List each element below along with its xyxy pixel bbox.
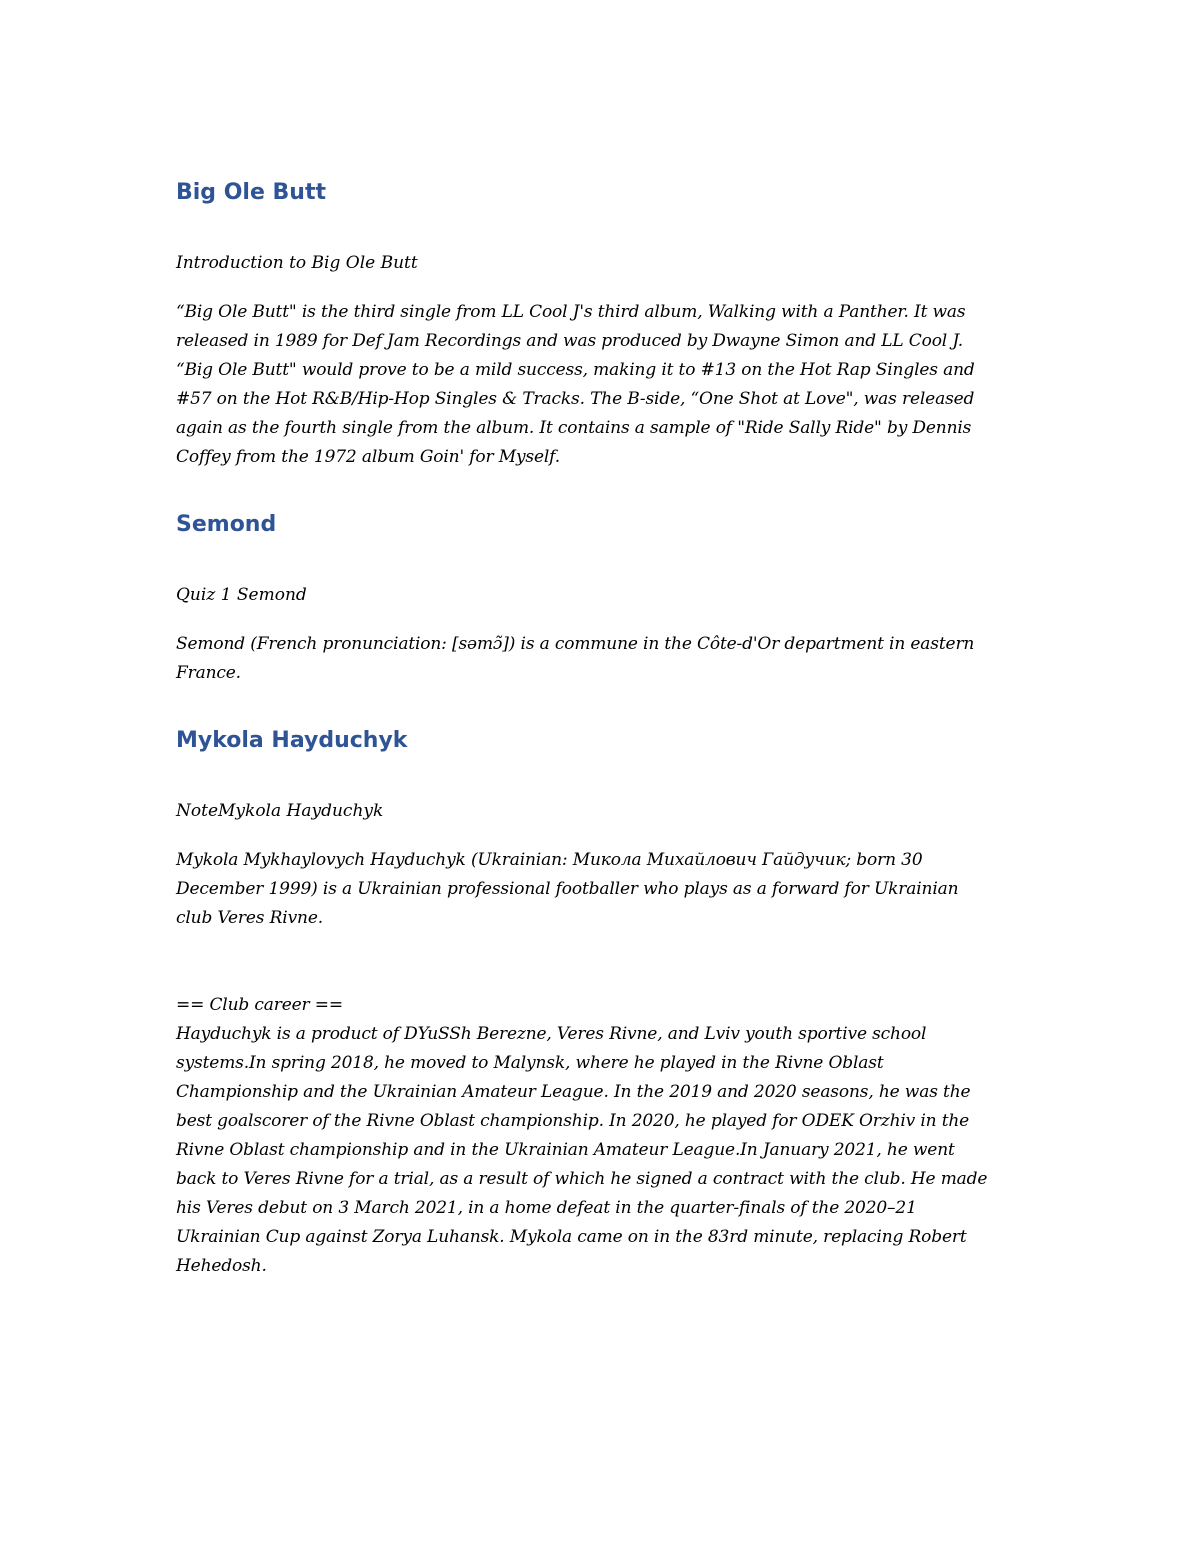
text-line: Mykola Mykhaylovych Hayduchyk (Ukrainian: Микола Михайлович Гайдучик; born 30	[176, 850, 923, 870]
text-line: Rivne Oblast championship and in the Ukrainian Amateur League.In January 2021, he went	[176, 1140, 955, 1160]
text-line: released in 1989 for Def Jam Recordings and was produced by Dwayne Simon and LL Cool J.	[176, 331, 963, 351]
text-line: “Big Ole Butt" is the third single from LL Cool J's third album, Walking with a Panther. It was	[176, 302, 966, 322]
text-line: Hehedosh.	[176, 1256, 267, 1276]
text-line: “Big Ole Butt" would prove to be a mild success, making it to #13 on the Hot Rap Singles and	[176, 360, 975, 380]
text-line: == Club career ==	[176, 995, 343, 1015]
text-line: #57 on the Hot R&B/Hip-Hop Singles & Tracks. The B-side, “One Shot at Love", was released	[176, 389, 975, 409]
text-line: Ukrainian Cup against Zorya Luhansk. Mykola came on in the 83rd minute, replacing Robert	[176, 1227, 967, 1247]
paragraph-big-ole-butt	[176, 298, 1026, 472]
text-line: again as the fourth single from the album. It contains a sample of "Ride Sally Ride" by Dennis	[176, 418, 972, 438]
text-line: France.	[176, 663, 241, 683]
text-line: Hayduchyk is a product of DYuSSh Berezne, Veres Rivne, and Lviv youth sportive school	[176, 1024, 927, 1044]
subtitle-introduction: Introduction to Big Ole Butt	[176, 253, 418, 273]
heading-big-ole-butt: Big Ole Butt	[176, 180, 327, 205]
subtitle-quiz: Quiz 1 Semond	[176, 585, 307, 605]
text-line: back to Veres Rivne for a trial, as a result of which he signed a contract with the club. He made	[176, 1169, 988, 1189]
paragraph-mykola-intro	[176, 846, 1026, 933]
subtitle-note: NoteMykola Hayduchyk	[176, 801, 384, 821]
heading-mykola-hayduchyk: Mykola Hayduchyk	[176, 728, 408, 753]
text-line: his Veres debut on 3 March 2021, in a home defeat in the quarter-finals of the 2020–21	[176, 1198, 917, 1218]
text-line: best goalscorer of the Rivne Oblast championship. In 2020, he played for ODEK Orzhiv in the	[176, 1111, 970, 1131]
paragraph-semond	[176, 630, 1026, 688]
heading-semond: Semond	[176, 512, 277, 537]
text-line: December 1999) is a Ukrainian professional footballer who plays as a forward for Ukrainian	[176, 879, 959, 899]
text-line: Championship and the Ukrainian Amateur League. In the 2019 and 2020 seasons, he was the	[176, 1082, 971, 1102]
paragraph-club-career	[176, 991, 1026, 1281]
text-line: club Veres Rivne.	[176, 908, 323, 928]
text-line: Coffey from the 1972 album Goin' for Myself.	[176, 447, 560, 467]
text-line: Semond (French pronunciation: [səmɔ̃]) is a commune in the Côte-d'Or department in eastern	[176, 634, 975, 654]
text-line: systems.In spring 2018, he moved to Malynsk, where he played in the Rivne Oblast	[176, 1053, 884, 1073]
